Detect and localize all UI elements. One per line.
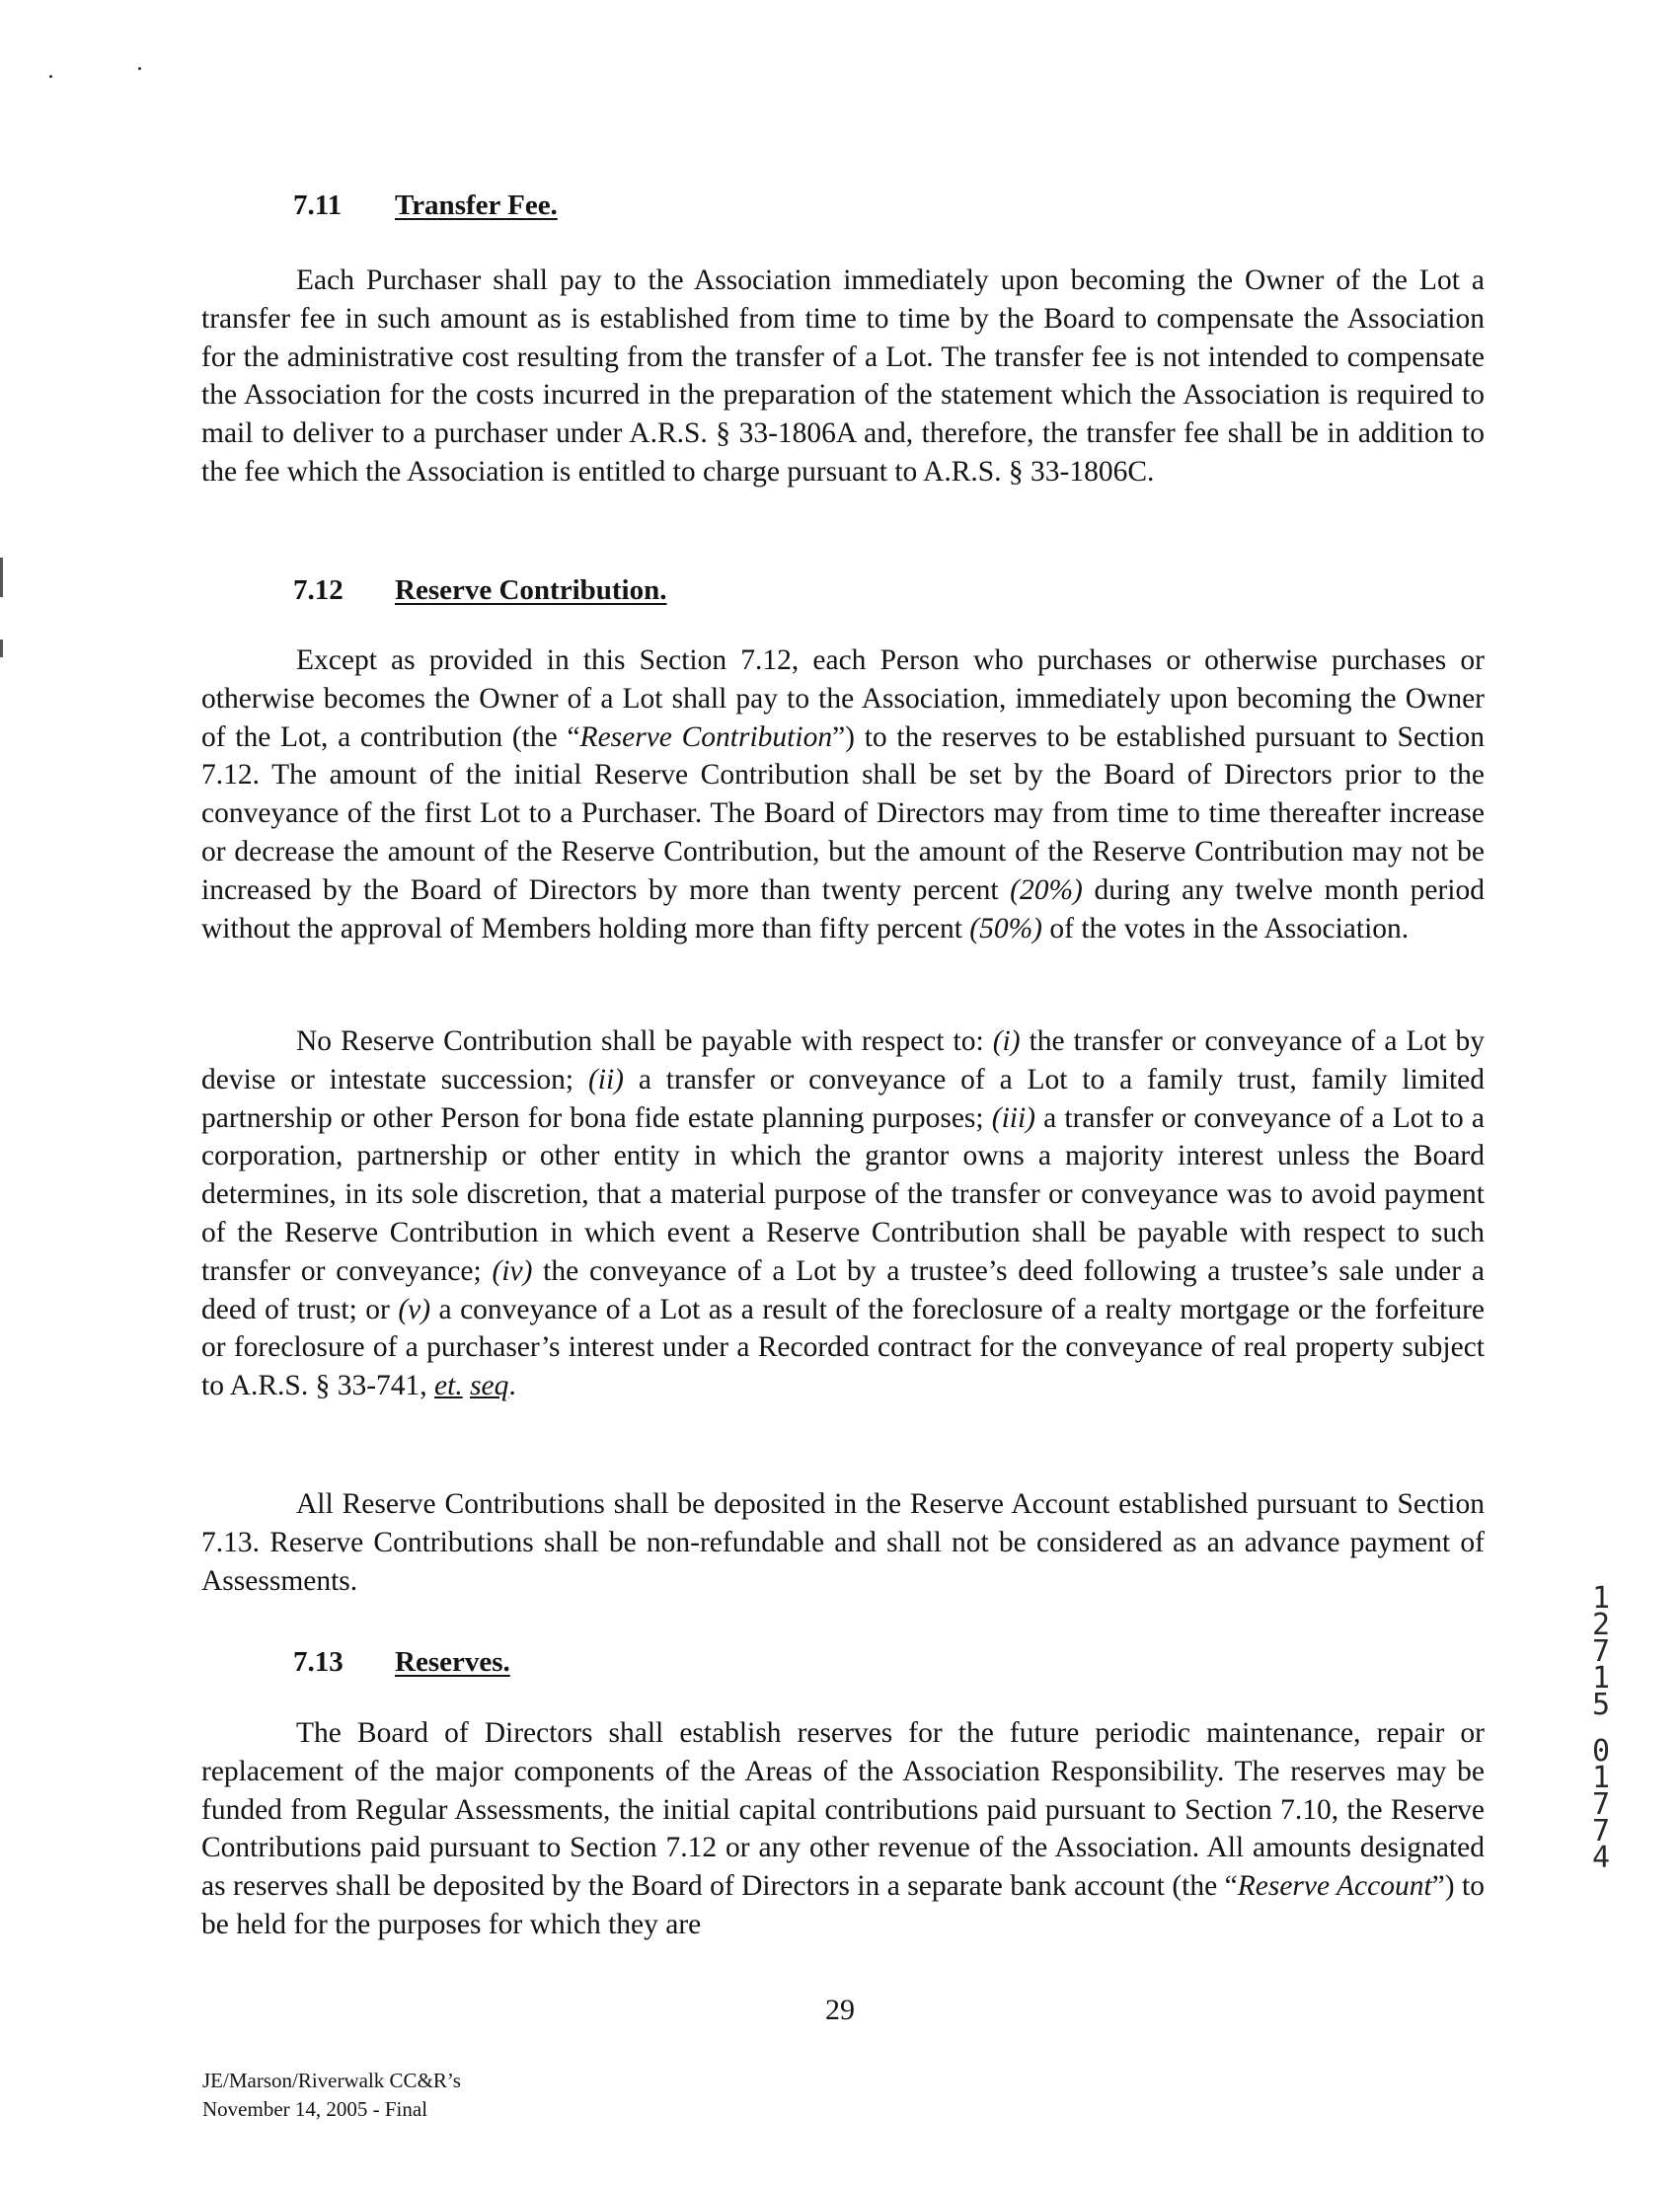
stamp-digit: 1 [1591, 1761, 1611, 1795]
citation-et: et. [434, 1370, 463, 1402]
scan-speck [138, 67, 141, 70]
section-number: 7.11 [293, 189, 343, 221]
paragraph-transfer-fee: Each Purchaser shall pay to the Association immediately upon becoming the Owner of the Lot a transfer fee in such amount as is established from time to time by the Board to compensate the Association for the administrative cost resulting from the transfer of a Lot. The transfer fee is not intended to compensate the Association for the costs incurred in the preparation of the statement which the Association is required to mail to deliver to a purchaser under A.R.S. § 33-1806A and, therefore, the transfer fee shall be in addition to the fee which the Association is entitled to charge pursuant to A.R.S. § 33-1806C. [201, 264, 1485, 488]
stamp-digit: 4 [1591, 1841, 1611, 1875]
scan-speck [49, 75, 52, 78]
scan-edge-mark [0, 558, 3, 597]
section-number: 7.13 [293, 1646, 344, 1678]
paragraph-exemptions: No Reserve Contribution shall be payable with respect to: (i) the transfer or conveyance of a Lot by devise or intestate succession; (ii) a transfer or conveyance of a Lot to a family trust, family limited partnership or other Person for bona fide estate planning purposes; (iii) a transfer or conveyance of a Lot to a corporation, partnership or other entity in which the grantor owns a majority interest unless the Board determines, in its sole discretion, that a material purpose of the transfer or conveyance was to avoid payment of the Reserve Contribution in which event a Reserve Contribution shall be payable with respect to such transfer or conveyance; (iv) the conveyance of a Lot by a trustee’s deed following a trustee’s sale under a deed of trust; or (v) a conveyance of a Lot as a result of the foreclosure of a realty mortgage or the forfeiture or foreclosure of a purchaser’s interest under a Recorded contract for the conveyance of real property subject to A.R.S. § 33-741, et. seq. [201, 1025, 1486, 1402]
stamp-digit: 5 [1591, 1688, 1611, 1722]
section-title: Transfer Fee. [395, 189, 558, 221]
footer-line-2: November 14, 2005 - Final [202, 2097, 428, 2121]
section-heading-7-12 [293, 572, 666, 608]
stamp-digit: 7 [1591, 1787, 1611, 1822]
stamp-digit: 7 [1591, 1634, 1611, 1669]
section-heading-7-11 [293, 188, 558, 223]
scan-edge-mark [0, 640, 3, 657]
stamp-digit: 7 [1591, 1814, 1611, 1849]
footer-line-1: JE/Marson/Riverwalk CC&R’s [202, 2069, 461, 2092]
section-title: Reserves. [395, 1646, 510, 1678]
defined-term: Reserve Account [1237, 1870, 1432, 1903]
paragraph-reserve-contribution: Except as provided in this Section 7.12, each Person who purchases or otherwise purchases or otherwise becomes the Owner of a Lot shall pay to the Association, immediately upon becoming the Owner of the Lot, a contribution (the “Reserve Contribution”) to the reserves to be established pursuant to Section 7.12. The amount of the initial Reserve Contribution shall be set by the Board of Directors prior to the conveyance of the first Lot to a Purchaser. The Board of Directors may from time to time thereafter increase or decrease the amount of the Reserve Contribution, but the amount of the Reserve Contribution may not be increased by the Board of Directors by more than twenty percent (20%) during any twelve month period without the approval of Members holding more than fifty percent (50%) of the votes in the Association. [201, 644, 1486, 944]
stamp-digit: 0 [1591, 1734, 1611, 1769]
recording-number-stamp [1586, 1581, 1616, 1875]
paragraph-reserve-deposit: All Reserve Contributions shall be deposited in the Reserve Account established pursuant to Section 7.13. Reserve Contributions shall be non-refundable and shall not be considered as an advance payment of Assessments. [201, 1488, 1485, 1597]
stamp-digit: 1 [1591, 1661, 1611, 1696]
section-heading-7-13 [293, 1644, 510, 1680]
page-number: 29 [825, 1994, 855, 2026]
defined-term: Reserve Contribution [579, 720, 833, 753]
section-title: Reserve Contribution. [395, 574, 667, 606]
paragraph-reserves: The Board of Directors shall establish reserves for the future periodic maintenance, repair or replacement of the major components of the Areas of the Association Responsibility. The reserves may be funded from Regular Assessments, the initial capital contributions paid pursuant to Section 7.10, the Reserve Contributions paid pursuant to Section 7.12 or any other revenue of the Association. All amounts designated as reserves shall be deposited by the Board of Directors in a separate bank account (the “Reserve Account”) to be held for the purposes for which they are [201, 1717, 1485, 1940]
section-number: 7.12 [293, 574, 344, 606]
stamp-digit: 1 [1591, 1581, 1611, 1616]
document-footer [202, 2067, 461, 2124]
citation-seq: seq [470, 1370, 509, 1402]
stamp-digit: 2 [1591, 1608, 1611, 1642]
